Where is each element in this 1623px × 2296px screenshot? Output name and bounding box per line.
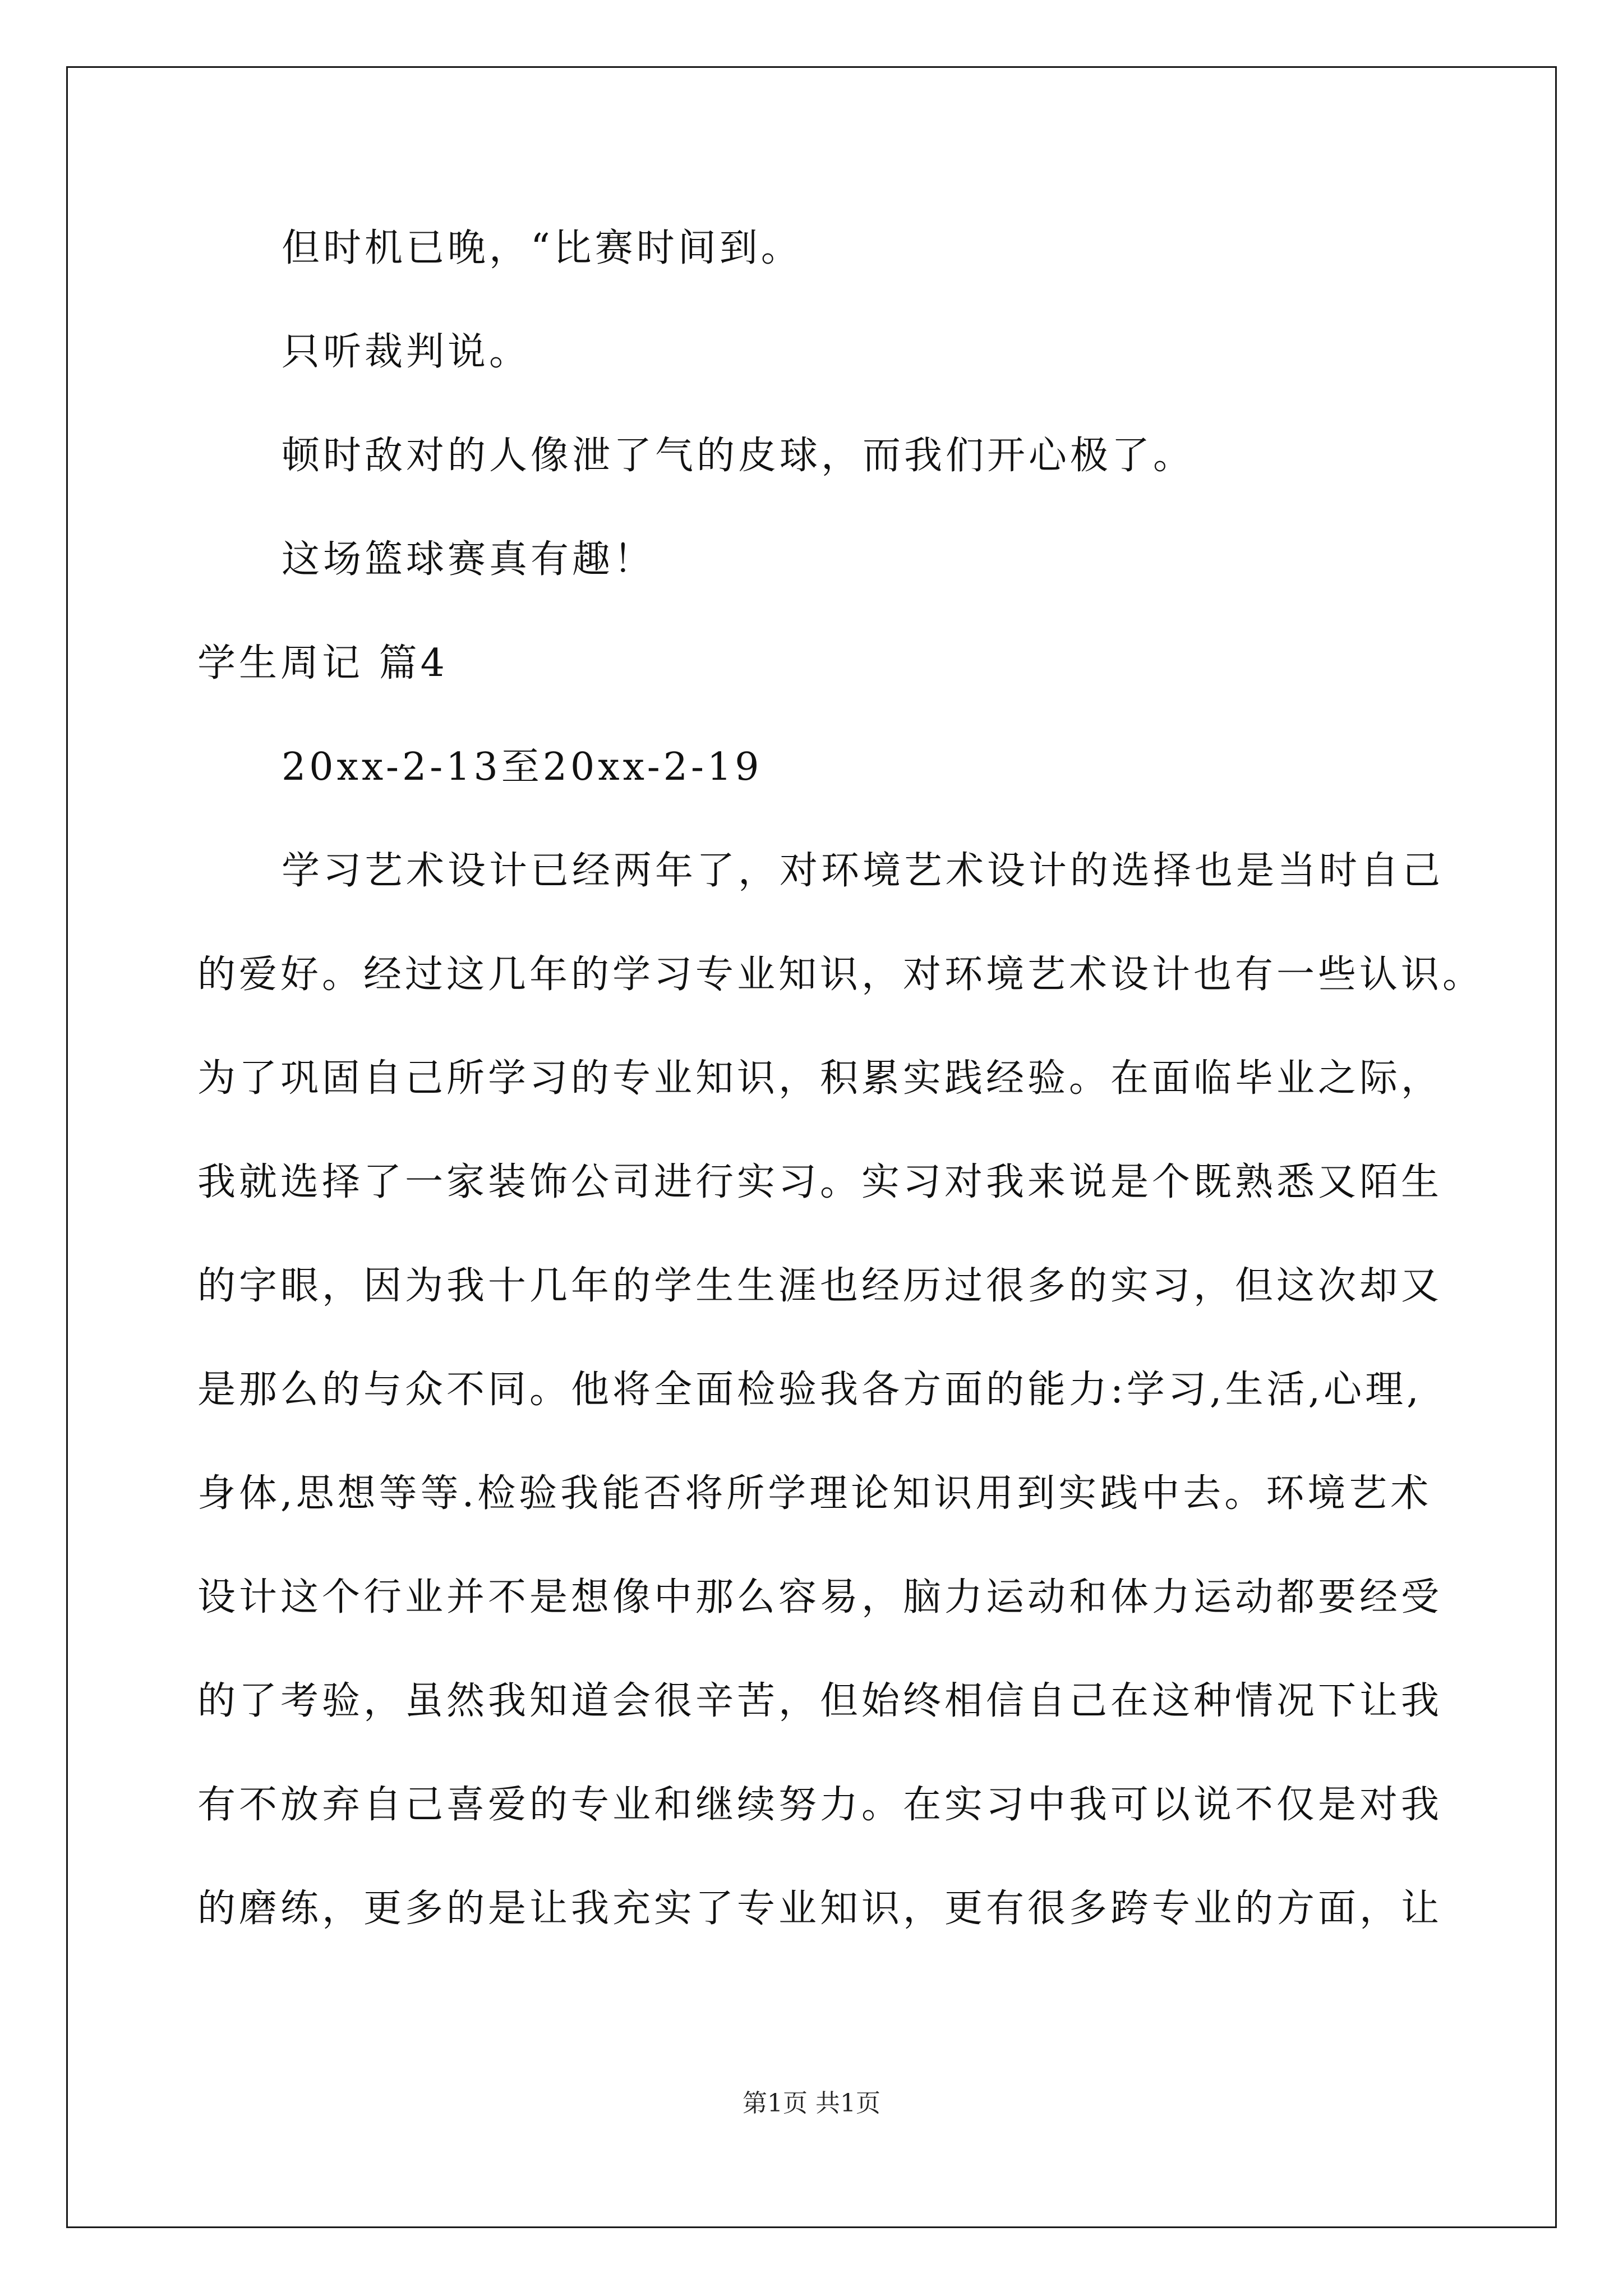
paragraph-line: 为了巩固自己所学习的专业知识，积累实践经验。在面临毕业之际， [197, 1056, 1443, 1101]
paragraph-line: 这场篮球赛真有趣！ [282, 537, 656, 582]
section-heading: 学生周记 篇4 [197, 641, 448, 685]
paragraph-line: 是那么的与众不同。他将全面检验我各方面的能力:学习,生活,心理, [197, 1368, 1422, 1412]
paragraph-line: 的了考验，虽然我知道会很辛苦，但始终相信自己在这种情况下让我 [197, 1679, 1443, 1723]
paragraph-line: 但时机已晚，“比赛时间到。 [282, 226, 803, 270]
paragraph-line: 我就选择了一家装饰公司进行实习。实习对我来说是个既熟悉又陌生 [197, 1160, 1443, 1204]
paragraph-line: 的磨练，更多的是让我充实了专业知识，更有很多跨专业的方面，让 [197, 1887, 1443, 1931]
date-range: 20xx-2-13至20xx-2-19 [282, 745, 763, 789]
paragraph-line: 有不放弃自己喜爱的专业和继续努力。在实习中我可以说不仅是对我 [197, 1783, 1443, 1827]
paragraph-line: 顿时敌对的人像泄了气的皮球，而我们开心极了。 [282, 434, 1195, 478]
paragraph-line: 身体,思想等等.检验我能否将所学理论知识用到实践中去。环境艺术 [197, 1471, 1432, 1516]
paragraph-line: 的爱好。经过这几年的学习专业知识，对环境艺术设计也有一些认识。 [197, 953, 1484, 997]
paragraph-line: 只听裁判说。 [282, 330, 531, 374]
paragraph-line: 的字眼，因为我十几年的学生生涯也经历过很多的实习，但这次却又 [197, 1264, 1443, 1308]
paragraph-line: 学习艺术设计已经两年了，对环境艺术设计的选择也是当时自己 [282, 849, 1444, 893]
page-footer: 第1页 共1页 [743, 2089, 880, 2118]
paragraph-line: 设计这个行业并不是想像中那么容易，脑力运动和体力运动都要经受 [197, 1575, 1443, 1619]
